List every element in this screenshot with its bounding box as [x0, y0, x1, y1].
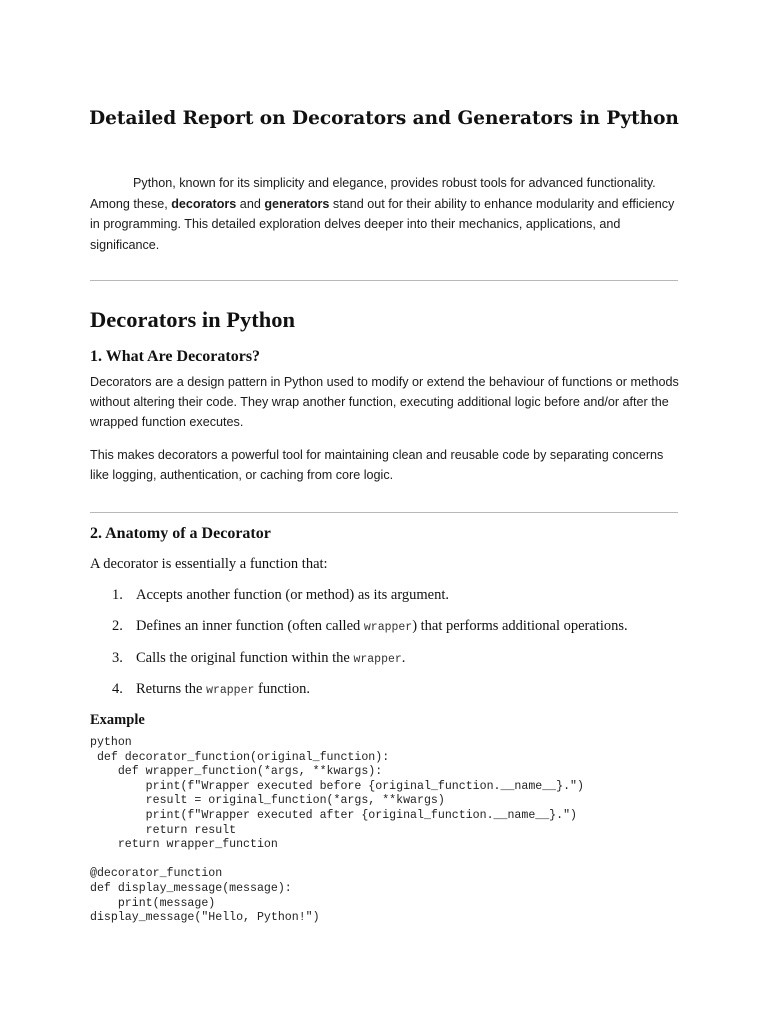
subheading-what-are-decorators: 1. What Are Decorators? [90, 348, 261, 365]
code-line: def wrapper_function(*args, **kwargs): [90, 765, 383, 779]
inline-code: wrapper [206, 684, 255, 697]
list-item-text: Accepts another function (or method) as its argument. [136, 587, 450, 603]
code-line: result = original_function(*args, **kwargs) [90, 794, 445, 808]
code-block [90, 736, 584, 926]
list-item-text: Defines an inner function (often called [136, 618, 364, 634]
list-item [112, 681, 310, 698]
list-item-text: Calls the original function within the [136, 650, 354, 666]
code-line: display_message("Hello, Python!") [90, 911, 320, 925]
list-item-text: function. [254, 681, 310, 697]
code-line: return result [90, 823, 237, 837]
list-item [112, 587, 449, 604]
list-item-number: 1. [112, 587, 123, 603]
inline-code: wrapper [363, 621, 413, 634]
subheading-anatomy: 2. Anatomy of a Decorator [90, 525, 271, 542]
code-line: def decorator_function(original_function): [90, 750, 390, 764]
paragraph-what-2: This makes decorators a powerful tool for maintaining clean and reusable code by separating concerns like logging, authentication, or caching from core logic. [90, 448, 664, 482]
list-item-text: Returns the [136, 681, 207, 697]
code-line: def display_message(message): [90, 881, 292, 895]
intro-text-1: Python, known for its simplicity and elegance, provides robust tools for advanced functionality. Among these, [90, 176, 656, 211]
anatomy-lead: A decorator is essentially a function that: [90, 556, 328, 572]
section-divider [90, 280, 678, 281]
code-line: python [90, 736, 132, 749]
code-line: print(message) [90, 896, 216, 910]
list-item-number: 3. [112, 650, 123, 666]
document-title: Detailed Report on Decorators and Generators in Python [89, 108, 679, 129]
inline-code: wrapper [353, 653, 402, 666]
code-line: print(f"Wrapper executed before {original_function.__name__}.") [90, 779, 584, 793]
section-heading-decorators: Decorators in Python [90, 307, 295, 332]
code-line: @decorator_function [90, 867, 223, 881]
intro-bold-generators: generators [264, 196, 330, 211]
code-line: return wrapper_function [90, 838, 278, 852]
list-item [112, 650, 405, 667]
list-item-text: ) that performs additional operations. [412, 618, 628, 634]
intro-paragraph [90, 173, 680, 255]
code-line: print(f"Wrapper executed after {original_function.__name__}.") [90, 808, 578, 822]
code-line [90, 853, 584, 868]
list-item-number: 4. [112, 681, 123, 697]
intro-text-2: and [236, 196, 265, 211]
example-heading: Example [90, 712, 145, 728]
intro-bold-decorators: decorators [171, 196, 237, 211]
intro-text-3: stand out for their ability to enhance modularity and efficiency in programming. This detailed exploration delves deeper into their mechanics, applications, and significance. [90, 196, 675, 252]
list-item-text: . [401, 650, 406, 666]
section-divider [90, 512, 678, 513]
paragraph-what-1: Decorators are a design pattern in Python used to modify or extend the behaviour of functions or methods without altering their code. They wrap another function, executing additional logic before and/or after the wrapped function executes. [90, 375, 679, 429]
list-item-number: 2. [112, 618, 123, 634]
list-item [112, 618, 628, 635]
